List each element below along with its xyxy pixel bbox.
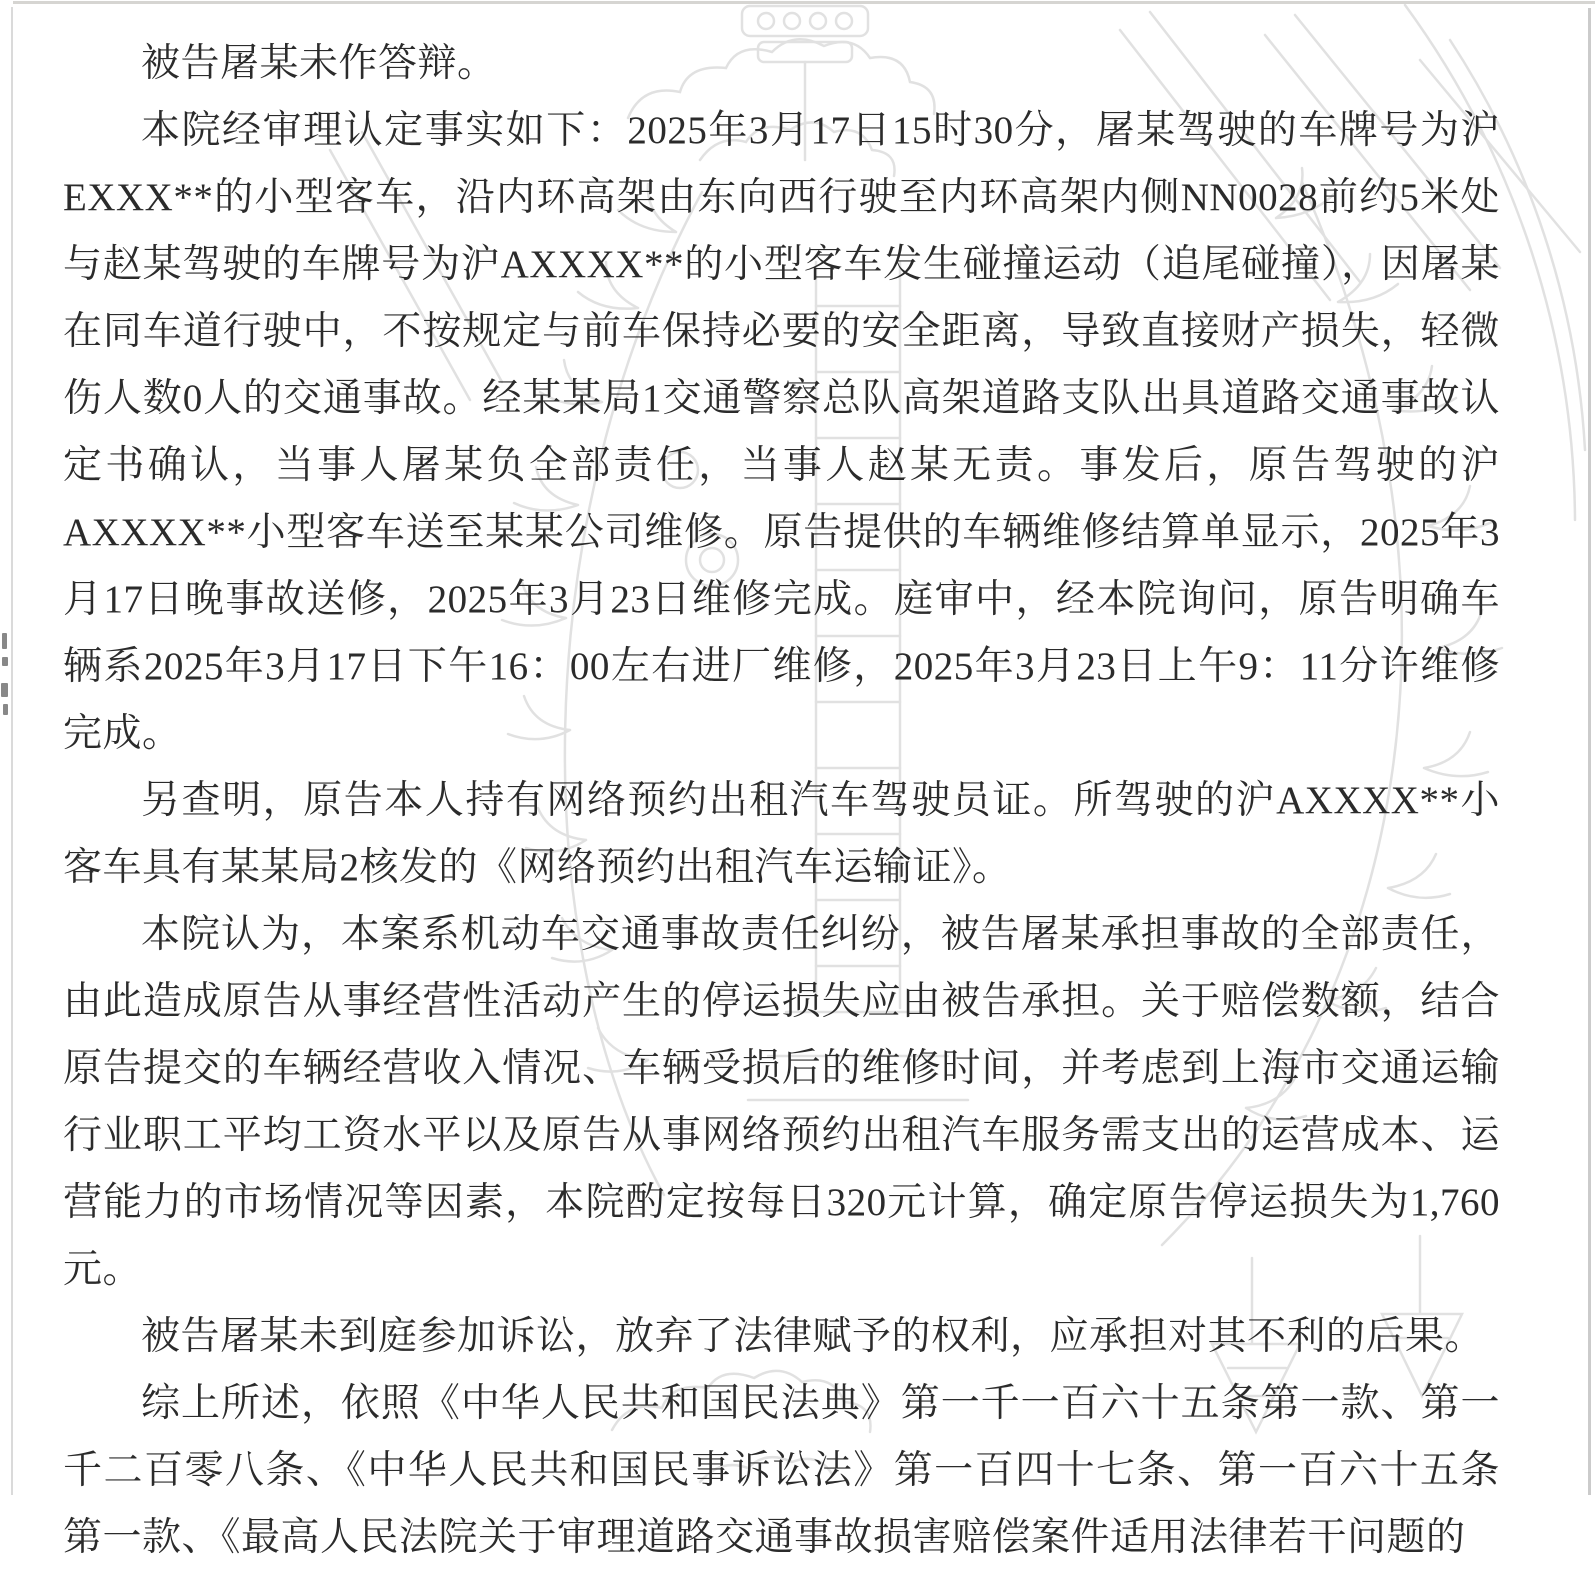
page-border-top bbox=[13, 1, 1595, 4]
paragraph: 综上所述，依照《中华人民共和国民法典》第一千一百六十五条第一款、第一千二百零八条、《中华人民共和国民事诉讼法》第一百四十七条、第一百六十五条第一款、《最高人民法院关于审理道路交通事故损害赔偿案件适用法律若干问题的 bbox=[63, 1382, 1500, 1559]
page-border-left bbox=[11, 7, 13, 1495]
page-border-right bbox=[1588, 8, 1591, 1495]
paragraph: 本院经审理认定事实如下：2025年3月17日15时30分，屠某驾驶的车牌号为沪EXXX**的小型客车，沿内环高架由东向西行驶至内环高架内侧NN0028前约5米处与赵某驾驶的车牌号为沪AXXXX**的小型客车发生碰撞运动（追尾碰撞），因屠某在同车道行驶中，不按规定与前车保持必要的安全距离，导致直接财产损失，轻微伤人数0人的交通事故。经某某局1交通警察总队高架道路支队出具道路交通事故认定书确认，当事人屠某负全部责任，当事人赵某无责。事发后，原告驾驶的沪AXXXX**小型客车送至某某公司维修。原告提供的车辆维修结算单显示，2025年3月17日晚事故送修，2025年3月23日维修完成。庭审中，经本院询问，原告明确车辆系2025年3月17日下午16：00左右进厂维修，2025年3月23日上午9：11分许维修完成。 bbox=[63, 109, 1500, 755]
paragraph: 本院认为，本案系机动车交通事故责任纠纷，被告屠某承担事故的全部责任，由此造成原告从事经营性活动产生的停运损失应由被告承担。关于赔偿数额，结合原告提交的车辆经营收入情况、车辆受损后的维修时间，并考虑到上海市交通运输行业职工平均工资水平以及原告从事网络预约出租汽车服务需支出的运营成本、运营能力的市场情况等因素，本院酌定按每日320元计算，确定原告停运损失为1,760元。 bbox=[63, 913, 1500, 1291]
paragraph: 被告屠某未作答辩。 bbox=[141, 42, 497, 85]
paragraph: 另查明，原告本人持有网络预约出租汽车驾驶员证。所驾驶的沪AXXXX**小客车具有某某局2核发的《网络预约出租汽车运输证》。 bbox=[63, 779, 1500, 889]
judgment-text bbox=[63, 0, 1500, 1571]
paragraph: 被告屠某未到庭参加诉讼，放弃了法律赋予的权利，应承担对其不利的后果。 bbox=[141, 1315, 1485, 1358]
